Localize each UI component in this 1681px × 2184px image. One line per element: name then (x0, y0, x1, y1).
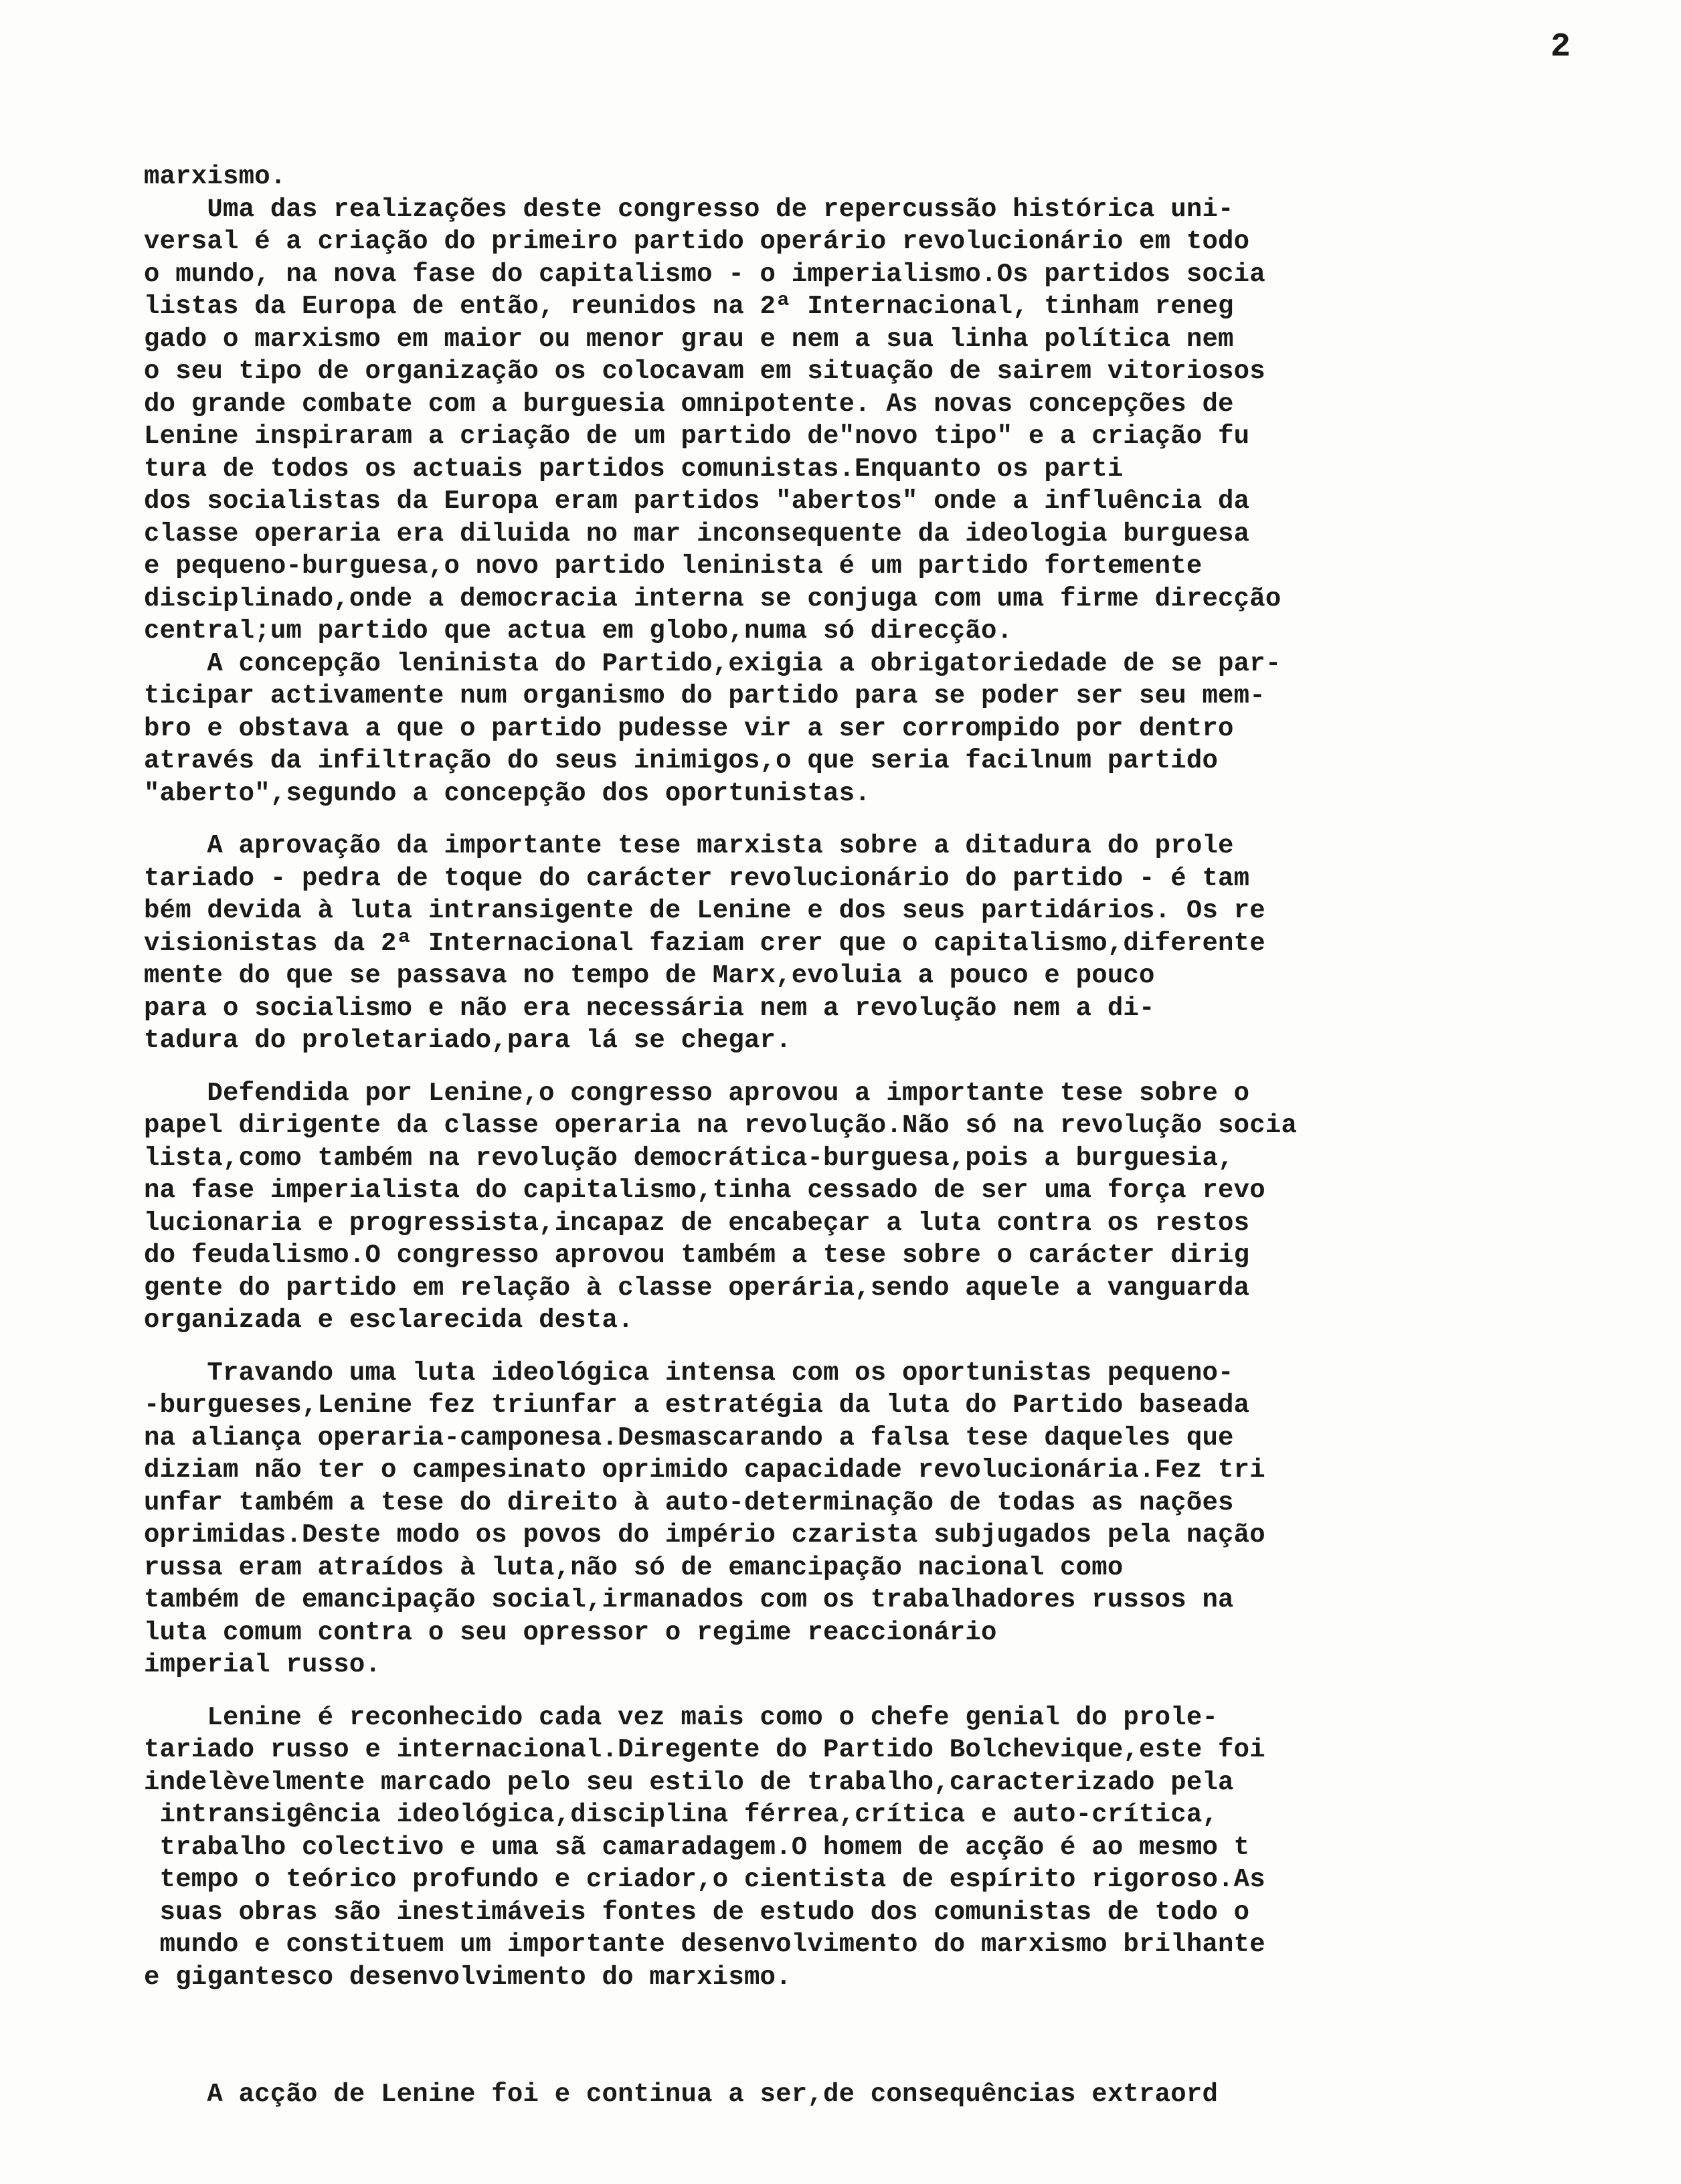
text-line: gado o marxismo em maior ou menor grau e nem a sua linha política nem (144, 324, 1234, 354)
text-line: organizada e esclarecida desta. (144, 1305, 634, 1335)
paragraph-dictatorship-thesis (144, 830, 1563, 1057)
text-line: tempo o teórico profundo e criador,o cientista de espírito rigoroso.As (144, 1865, 1265, 1894)
text-line: oprimidas.Deste modo os povos do império czarista subjugados pela nação (144, 1520, 1265, 1550)
text-line: indelèvelmente marcado pelo seu estilo de trabalho,caracterizado pela (144, 1767, 1234, 1797)
text-line: gente do partido em relação à classe operária,sendo aquele a vanguarda (144, 1273, 1250, 1303)
text-line: Uma das realizações deste congresso de repercussão histórica uni- (144, 194, 1234, 224)
text-line: tariado - pedra de toque do carácter revolucionário do partido - é tam (144, 863, 1250, 893)
text-line: A aprovação da importante tese marxista sobre a ditadura do prole (144, 831, 1234, 860)
text-line: mundo e constituem um importante desenvolvimento do marxismo brilhante (144, 1930, 1265, 1959)
paragraph-continuation (144, 2013, 1563, 2111)
text-line: na aliança operaria-camponesa.Desmascarando a falsa tese daqueles que (144, 1423, 1234, 1453)
text-line: marxismo. (144, 162, 286, 191)
text-line: "aberto",segundo a concepção dos oportunistas. (144, 778, 871, 808)
text-line: versal é a criação do primeiro partido operário revolucionário em todo (144, 227, 1250, 256)
text-line: classe operaria era diluida no mar inconsequente da ideologia burguesa (144, 519, 1250, 549)
text-line: visionistas da 2ª Internacional faziam crer que o capitalismo,diferente (144, 928, 1265, 958)
text-line: central;um partido que actua em globo,numa só direcção. (144, 616, 1013, 646)
text-line: imperial russo. (144, 1650, 381, 1679)
paragraph-leading-role (144, 1077, 1563, 1337)
text-line: A acção de Lenine foi e continua a ser,de consequências extraord (144, 2080, 1219, 2109)
page-number: 2 (1550, 28, 1571, 66)
text-line: disciplinado,onde a democracia interna se conjuga com uma firme direcção (144, 583, 1281, 614)
text-line: para o socialismo e não era necessária nem a revolução nem a di- (144, 993, 1155, 1023)
text-line: bro e obstava a que o partido pudesse vir a ser corrompido por dentro (144, 713, 1234, 743)
text-line: lucionaria e progressista,incapaz de encabeçar a luta contra os restos (144, 1208, 1250, 1238)
text-line: Lenine é reconhecido cada vez mais como o chefe genial do prole- (144, 1702, 1219, 1732)
text-line: dos socialistas da Europa eram partidos "abertos" onde a influência da (144, 486, 1250, 516)
text-line: trabalho colectivo e uma sã camaradagem.O homem de acção é ao mesmo t (144, 1832, 1250, 1862)
paragraph-congress-party (144, 161, 1563, 810)
text-line: do grande combate com a burguesia omnipotente. As novas concepções de (144, 389, 1234, 419)
text-line: na fase imperialista do capitalismo,tinha cessado de ser uma força revo (144, 1176, 1265, 1205)
text-line: também de emancipação social,irmanados com os trabalhadores russos na (144, 1585, 1234, 1615)
text-line: listas da Europa de então, reunidos na 2ª Internacional, tinham reneg (144, 292, 1234, 321)
text-line: A concepção leninista do Partido,exigia a obrigatoriedade de se par- (144, 648, 1281, 678)
document-body (144, 161, 1563, 2131)
text-line (144, 2046, 1563, 2079)
text-line: bém devida à luta intransigente de Lenine e dos seus partidários. Os re (144, 896, 1265, 925)
text-line: mente do que se passava no tempo de Marx,evoluia a pouco e pouco (144, 961, 1155, 990)
text-line (144, 2013, 1563, 2046)
text-line: -burgueses,Lenine fez triunfar a estratégia da luta do Partido baseada (144, 1390, 1250, 1420)
text-line: tadura do proletariado,para lá se chegar. (144, 1026, 792, 1055)
text-line: lista,como também na revolução democrática-burguesa,pois a burguesia, (144, 1143, 1234, 1173)
text-line: através da infiltração do seus inimigos,o que seria facilnum partido (144, 746, 1219, 776)
text-line: o seu tipo de organização os colocavam em situação de sairem vitoriosos (144, 357, 1265, 386)
text-line: papel dirigente da classe operaria na revolução.Não só na revolução socia (144, 1111, 1298, 1140)
text-line: e pequeno-burguesa,o novo partido leninista é um partido fortemente (144, 551, 1203, 581)
paragraph-ideological-struggle (144, 1357, 1563, 1681)
text-line: ticipar activamente num organismo do partido para se poder ser seu mem- (144, 681, 1265, 711)
text-line: o mundo, na nova fase do capitalismo - o imperialismo.Os partidos socia (144, 259, 1265, 289)
text-line: Travando uma luta ideológica intensa com os oportunistas pequeno- (144, 1358, 1234, 1388)
text-line: tariado russo e internacional.Diregente do Partido Bolchevique,este foi (144, 1735, 1265, 1764)
text-line: Lenine inspiraram a criação de um partido de"novo tipo" e a criação fu (144, 422, 1250, 451)
text-line: tura de todos os actuais partidos comunistas.Enquanto os parti (144, 454, 1124, 484)
text-line: luta comum contra o seu opressor o regime reaccionário (144, 1617, 997, 1647)
text-line: do feudalismo.O congresso aprovou também a tese sobre o carácter dirig (144, 1241, 1250, 1270)
text-line: intransigência ideológica,disciplina férrea,crítica e auto-crítica, (144, 1800, 1219, 1829)
text-line: e gigantesco desenvolvimento do marxismo. (144, 1962, 792, 1992)
text-line: diziam não ter o campesinato oprimido capacidade revolucionária.Fez tri (144, 1455, 1265, 1485)
text-line: Defendida por Lenine,o congresso aprovou a importante tese sobre o (144, 1078, 1250, 1108)
text-line: russa eram atraídos à luta,não só de emancipação nacional como (144, 1552, 1124, 1582)
text-line: unfar também a tese do direito à auto-determinação de todas as nações (144, 1487, 1234, 1518)
text-line: suas obras são inestimáveis fontes de estudo dos comunistas de todo o (144, 1897, 1250, 1927)
paragraph-lenine-leader (144, 1702, 1563, 1994)
